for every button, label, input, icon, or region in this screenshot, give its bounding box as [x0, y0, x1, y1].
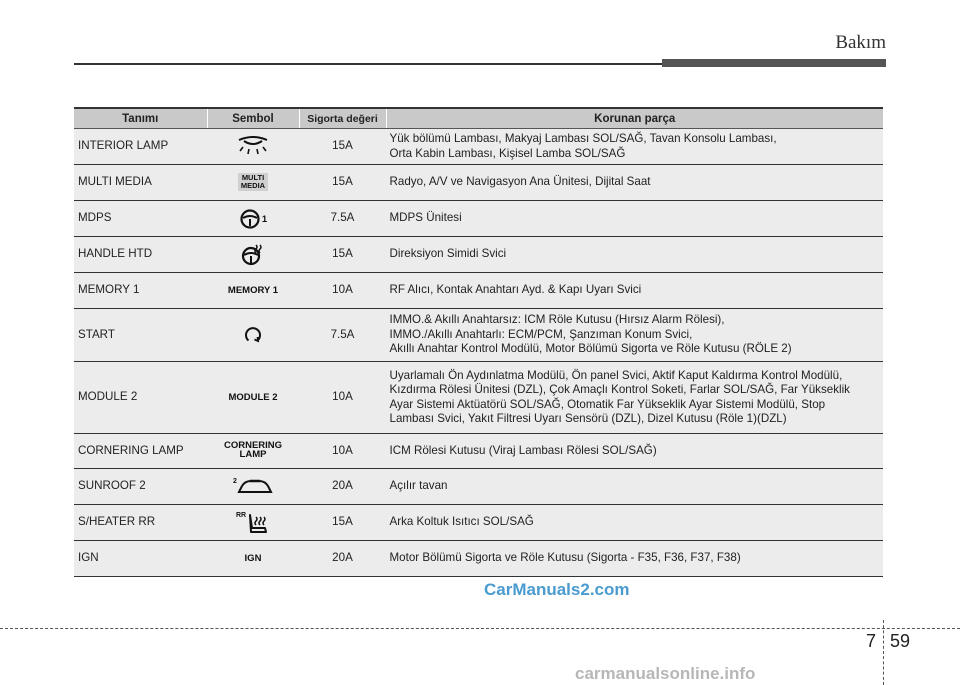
table-row [74, 201, 883, 237]
sunroof-symbol-prefix: 2 [233, 477, 237, 485]
desc-line: Lambası Svici, Yakıt Filtresi Uyarı Sensörü (DZL), Dizel Kutusu (Röle 1)(DZL) [389, 412, 787, 425]
fuse-symbol [207, 273, 299, 309]
fuse-symbol [207, 541, 299, 577]
table-row [74, 541, 883, 577]
fuse-protected-part [386, 362, 883, 434]
fuse-table [74, 107, 883, 577]
fuse-symbol [207, 505, 299, 541]
desc-line: MDPS Ünitesi [389, 211, 462, 225]
desc-line: Motor Bölümü Sigorta ve Röle Kutusu (Sigorta - F35, F36, F37, F38) [389, 551, 741, 565]
table-header-row [74, 108, 883, 129]
fuse-protected-part [386, 129, 883, 165]
seat-heater-icon [246, 511, 270, 535]
table-row [74, 129, 883, 165]
module-symbol-label: MODULE 2 [228, 392, 278, 404]
footer-dashed-divider [883, 620, 884, 685]
fuse-name: MULTI MEDIA [74, 165, 207, 201]
fuse-value: 10A [299, 273, 386, 309]
footer-dashed-rule [0, 628, 960, 629]
desc-line: Orta Kabin Lambası, Kişisel Lamba SOL/SAĞ [389, 146, 626, 160]
fuse-symbol [207, 469, 299, 505]
desc-line: RF Alıcı, Kontak Anahtarı Ayd. & Kapı Uyarı Svici [389, 283, 642, 297]
sunroof-icon [237, 477, 273, 497]
fuse-name: MODULE 2 [74, 362, 207, 434]
fuse-name: START [74, 309, 207, 362]
desc-line: Radyo, A/V ve Navigasyon Ana Ünitesi, Dijital Saat [389, 175, 651, 189]
fuse-symbol [207, 201, 299, 237]
header-fuse-value: Sigorta değeri [299, 108, 386, 129]
desc-line: ICM Rölesi Kutusu (Viraj Lambası Rölesi SOL/SAĞ) [389, 443, 657, 457]
fuse-protected-part [386, 469, 883, 505]
ign-symbol-label: IGN [244, 553, 262, 565]
fuse-value: 15A [299, 237, 386, 273]
desc-line: Ayar Sistemi Aktüatörü SOL/SAĞ, Otomatik Far Yükseklik Ayar Sistemi Modülü, Stop [389, 397, 826, 411]
table-row [74, 362, 883, 434]
fuse-symbol [207, 309, 299, 362]
fuse-protected-part [386, 541, 883, 577]
fuse-protected-part [386, 237, 883, 273]
fuse-value: 15A [299, 165, 386, 201]
fuse-symbol [207, 362, 299, 434]
mdps-symbol-suffix: 1 [261, 213, 268, 225]
desc-line: Yük bölümü Lambası, Makyaj Lambası SOL/SAĞ, Tavan Konsolu Lambası, [389, 132, 777, 145]
fuse-name: IGN [74, 541, 207, 577]
seat-heater-symbol-prefix: RR [235, 511, 247, 519]
desc-line: Uyarlamalı Ön Aydınlatma Modülü, Ön panel Svici, Aktif Kaput Kaldırma Kontrol Modülü, [389, 368, 843, 382]
page-header-title: Bakım [835, 32, 886, 53]
cornering-symbol-label: CORNERING LAMP [223, 439, 283, 460]
fuse-symbol [207, 165, 299, 201]
fuse-name: HANDLE HTD [74, 237, 207, 273]
heated-steering-icon [241, 244, 265, 266]
desc-line: Direksiyon Simidi Svici [389, 247, 507, 261]
fuse-name: CORNERING LAMP [74, 434, 207, 469]
start-icon [243, 325, 263, 345]
header-protected-part: Korunan parça [386, 108, 883, 129]
fuse-symbol [207, 237, 299, 273]
fuse-value: 7.5A [299, 201, 386, 237]
fuse-name: MEMORY 1 [74, 273, 207, 309]
table-row [74, 505, 883, 541]
table-row [74, 309, 883, 362]
table-row [74, 273, 883, 309]
fuse-symbol [207, 129, 299, 165]
chapter-number: 7 [866, 631, 877, 651]
fuse-value: 10A [299, 362, 386, 434]
desc-line: IMMO.& Akıllı Anahtarsız: ICM Röle Kutusu (Hırsız Alarm Rölesi), [389, 313, 725, 327]
desc-line: Arka Koltuk Isıtıcı SOL/SAĞ [389, 515, 534, 529]
fuse-protected-part [386, 165, 883, 201]
desc-line: Açılır tavan [389, 479, 448, 493]
fuse-name: INTERIOR LAMP [74, 129, 207, 165]
fuse-protected-part [386, 434, 883, 469]
fuse-value: 7.5A [299, 309, 386, 362]
table-row [74, 469, 883, 505]
table-row [74, 165, 883, 201]
memory-symbol-label: MEMORY 1 [227, 285, 279, 297]
fuse-symbol [207, 434, 299, 469]
multimedia-symbol-label: MULTI MEDIA [238, 173, 268, 191]
table-row [74, 237, 883, 273]
interior-lamp-icon [235, 136, 271, 158]
fuse-protected-part [386, 309, 883, 362]
fuse-name: SUNROOF 2 [74, 469, 207, 505]
desc-line: Kızdırma Rölesi Ünitesi (DZL), Çok Amaçlı Kontrol Soketi, Farlar SOL/SAĞ, Far Yükseklik [389, 383, 850, 396]
fuse-value: 20A [299, 541, 386, 577]
fuse-protected-part [386, 273, 883, 309]
fuse-name: MDPS [74, 201, 207, 237]
footer-watermark: carmanualsonline.info [575, 664, 756, 683]
fuse-value: 15A [299, 505, 386, 541]
desc-line: IMMO./Akıllı Anahtarlı: ECM/PCM, Şanzıman Konum Svici, [389, 327, 693, 341]
fuse-value: 10A [299, 434, 386, 469]
fuse-protected-part [386, 201, 883, 237]
watermark-link[interactable]: CarManuals2.com [484, 580, 630, 599]
steering-wheel-icon [239, 208, 261, 230]
page-number: 59 [890, 631, 911, 651]
header-symbol: Sembol [207, 108, 299, 129]
desc-line: Akıllı Anahtar Kontrol Modülü, Motor Bölümü Sigorta ve Röle Kutusu (RÖLE 2) [389, 342, 792, 356]
header-name: Tanımı [74, 108, 207, 129]
header-bar [662, 59, 886, 67]
fuse-name: S/HEATER RR [74, 505, 207, 541]
table-row [74, 434, 883, 469]
fuse-value: 20A [299, 469, 386, 505]
fuse-protected-part [386, 505, 883, 541]
header-rule [74, 63, 662, 65]
fuse-value: 15A [299, 129, 386, 165]
